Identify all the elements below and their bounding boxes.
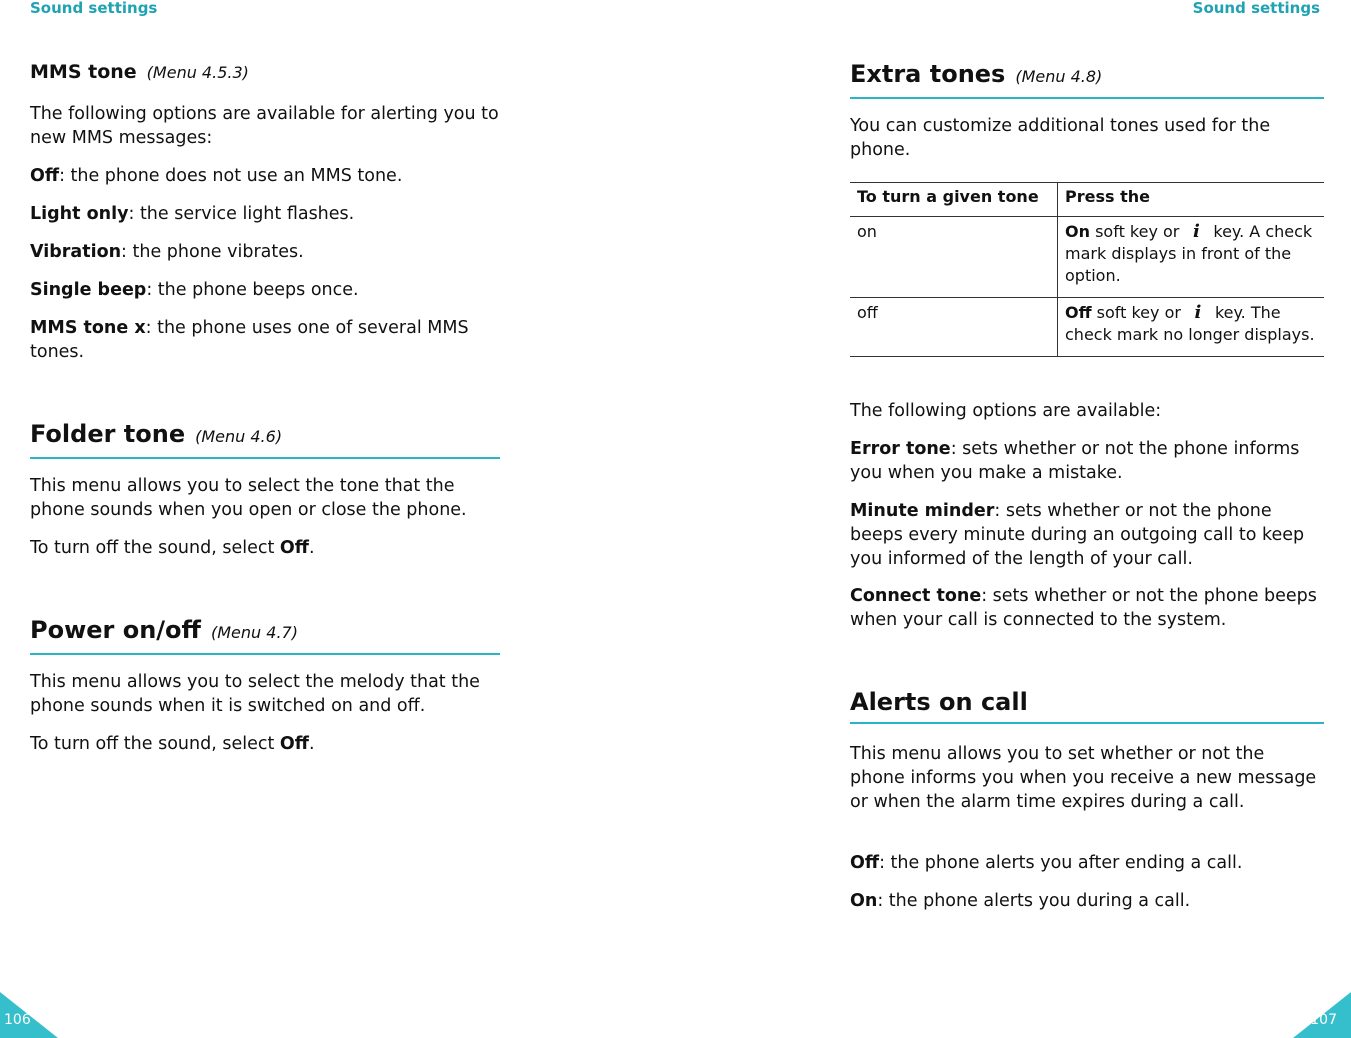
mms-option-light-only: Light only: the service light flashes.	[30, 204, 355, 224]
mms-option-off: Off: the phone does not use an MMS tone.	[30, 166, 403, 186]
mms-tone-intro: The following options are available for alerting you to new MMS messages:	[30, 104, 499, 148]
power-onoff-off: To turn off the sound, select Off.	[30, 734, 315, 754]
alerts-on-call-body: This menu allows you to set whether or not the phone informs you when you receive a new message or when the alarm time expires during a call.	[850, 744, 1317, 812]
mms-tone-title: MMS tone (Menu 4.5.3)	[30, 61, 249, 83]
power-onoff-title: Power on/off (Menu 4.7)	[30, 616, 500, 655]
folder-tone-off: To turn off the sound, select Off.	[30, 538, 315, 558]
alerts-option-on: On: the phone alerts you during a call.	[850, 891, 1191, 911]
running-head-right: Sound settings	[1192, 0, 1320, 17]
table-row	[850, 217, 1324, 298]
mms-option-mms-tone-x: MMS tone x: the phone uses one of several MMS tones.	[30, 318, 469, 362]
table-header-row	[850, 183, 1324, 217]
mms-option-vibration: Vibration: the phone vibrates.	[30, 242, 304, 262]
extra-tones-options-intro: The following options are available:	[850, 401, 1162, 421]
alerts-on-call-title: Alerts on call	[850, 688, 1324, 724]
power-onoff-body: This menu allows you to select the melody that the phone sounds when it is switched on and off.	[30, 672, 480, 716]
extra-option-connect-tone: Connect tone: sets whether or not the phone beeps when your call is connected to the system.	[850, 586, 1317, 630]
table-header-press: Press the	[1058, 183, 1325, 217]
extra-tones-table	[850, 182, 1324, 357]
running-head-left: Sound settings	[30, 0, 158, 17]
extra-option-minute-minder: Minute minder: sets whether or not the phone beeps every minute during an outgoing call to keep you informed of the length of your call.	[850, 501, 1305, 569]
table-cell-tone-on: on	[850, 217, 1058, 298]
power-onoff-menu-ref: (Menu 4.7)	[211, 623, 298, 642]
table-cell-press-on: On soft key or i key. A check mark displays in front of the option.	[1058, 217, 1325, 298]
info-key-icon: i	[1194, 302, 1202, 323]
page-number-left: 106	[4, 1012, 31, 1028]
folder-tone-body: This menu allows you to select the tone that the phone sounds when you open or close the phone.	[30, 476, 467, 520]
table-cell-press-off: Off soft key or i key. The check mark no longer displays.	[1058, 298, 1325, 357]
table-row	[850, 298, 1324, 357]
mms-option-single-beep: Single beep: the phone beeps once.	[30, 280, 359, 300]
table-cell-tone-off: off	[850, 298, 1058, 357]
folder-tone-title: Folder tone (Menu 4.6)	[30, 420, 500, 459]
table-header-tone: To turn a given tone	[850, 183, 1058, 217]
info-key-icon: i	[1192, 221, 1200, 242]
folder-tone-menu-ref: (Menu 4.6)	[195, 427, 283, 446]
page-number-right: 107	[1310, 1012, 1337, 1028]
extra-tones-menu-ref: (Menu 4.8)	[1015, 67, 1103, 86]
extra-tones-title: Extra tones (Menu 4.8)	[850, 60, 1324, 99]
mms-tone-menu-ref: (Menu 4.5.3)	[146, 63, 249, 82]
extra-option-error-tone: Error tone: sets whether or not the phone informs you when you make a mistake.	[850, 439, 1300, 483]
extra-tones-intro: You can customize additional tones used for the phone.	[850, 116, 1271, 160]
alerts-option-off: Off: the phone alerts you after ending a call.	[850, 853, 1243, 873]
